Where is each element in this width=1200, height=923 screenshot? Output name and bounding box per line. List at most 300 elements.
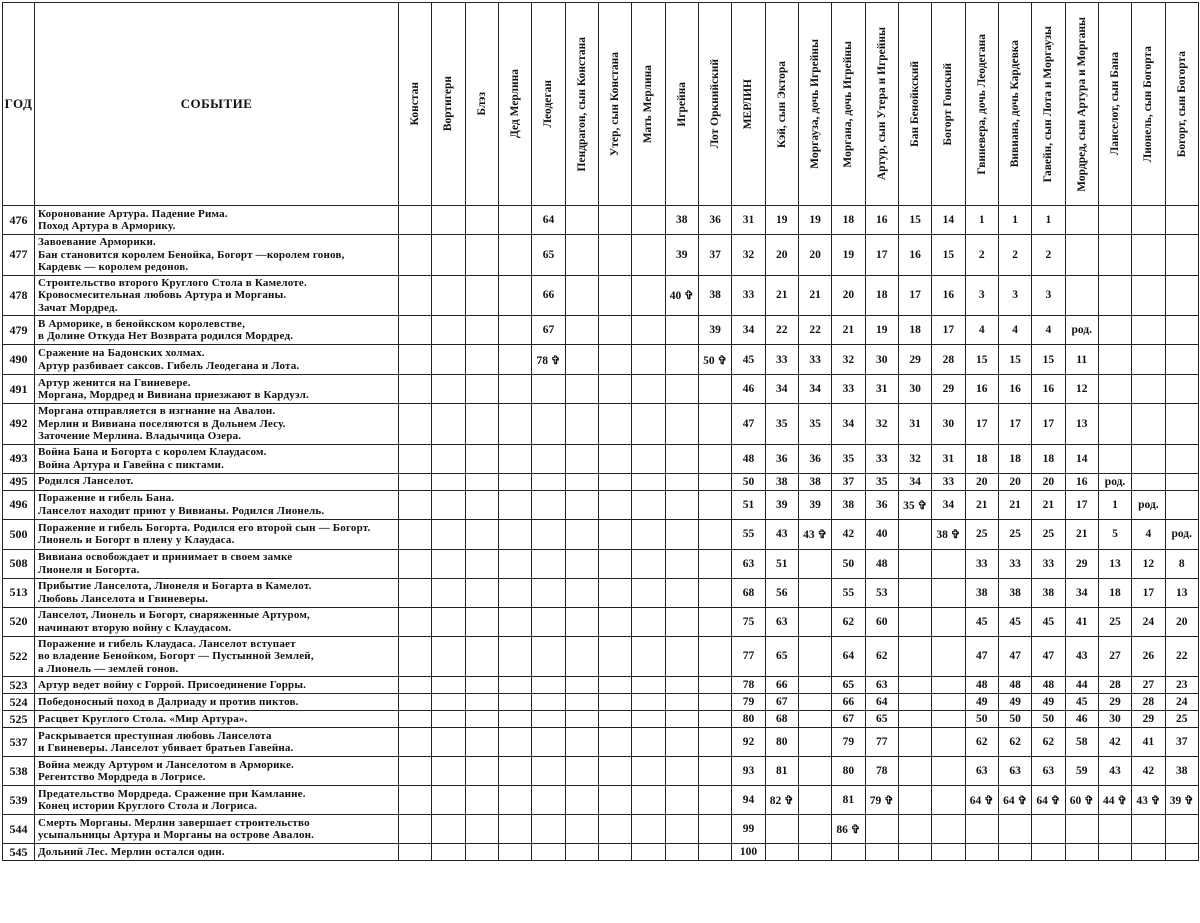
age-cell [598, 345, 631, 375]
age-cell: 35 [765, 404, 798, 445]
table-row [3, 728, 1199, 757]
age-cell: 44 ✞ [1098, 786, 1131, 815]
age-cell [565, 549, 598, 578]
age-cell: 18 [965, 444, 998, 473]
age-cell: 4 [965, 316, 998, 345]
age-cell [932, 607, 965, 636]
age-cell: 38 [1032, 578, 1065, 607]
age-cell: 65 [765, 636, 798, 677]
age-cell [932, 786, 965, 815]
age-cell: 35 [832, 444, 865, 473]
table-row [3, 694, 1199, 711]
age-cell: 38 [998, 578, 1031, 607]
age-cell [432, 694, 465, 711]
age-cell [598, 444, 631, 473]
age-cell [565, 728, 598, 757]
age-cell: 18 [832, 206, 865, 235]
age-cell [598, 473, 631, 490]
age-cell [932, 578, 965, 607]
age-cell: 19 [798, 206, 831, 235]
age-cell [498, 844, 531, 861]
age-cell [598, 275, 631, 316]
age-cell: 66 [532, 275, 565, 316]
age-cell: 1 [965, 206, 998, 235]
age-cell: 15 [965, 345, 998, 375]
age-cell: 17 [1065, 490, 1098, 519]
age-cell: 63 [732, 549, 765, 578]
age-cell: 21 [1032, 490, 1065, 519]
age-cell [665, 677, 698, 694]
age-cell [565, 345, 598, 375]
age-cell [532, 607, 565, 636]
age-cell [1098, 444, 1131, 473]
age-cell: 64 ✞ [965, 786, 998, 815]
year-cell: 520 [3, 607, 35, 636]
age-cell: 67 [532, 316, 565, 345]
age-cell: 42 [1132, 757, 1165, 786]
character-name: Ланселот, сын Бана [1109, 52, 1122, 156]
age-cell [665, 345, 698, 375]
age-cell: 79 ✞ [865, 786, 898, 815]
age-cell [1165, 275, 1198, 316]
age-cell [399, 473, 432, 490]
age-cell: 16 [865, 206, 898, 235]
age-cell [665, 711, 698, 728]
age-cell: 37 [698, 235, 731, 276]
event-line: Предательство Мордреда. Сражение при Камланне. [38, 787, 306, 800]
age-cell: 20 [998, 473, 1031, 490]
event-line: В Арморике, в бенойкском королевстве, [38, 317, 246, 330]
age-cell [898, 711, 931, 728]
age-cell: 78 ✞ [532, 345, 565, 375]
age-cell [798, 786, 831, 815]
event-line: Война Бана и Богорта с королем Клаудасом. [38, 446, 267, 458]
event-line: Артур ведет войну с Горрой. Присоединение Горры. [38, 678, 307, 691]
age-cell: 4 [998, 316, 1031, 345]
age-cell [1098, 206, 1131, 235]
age-cell [399, 578, 432, 607]
age-cell: 31 [898, 404, 931, 445]
age-cell: 2 [1032, 235, 1065, 276]
age-cell [632, 316, 665, 345]
event-line: Зачат Мордред. [38, 301, 118, 314]
age-cell: 17 [1032, 404, 1065, 445]
age-cell [498, 490, 531, 519]
age-cell [498, 345, 531, 375]
table-row [3, 206, 1199, 235]
age-cell: 20 [1032, 473, 1065, 490]
age-cell [399, 375, 432, 404]
age-cell: 1 [998, 206, 1031, 235]
age-cell [465, 711, 498, 728]
age-cell: 18 [1032, 444, 1065, 473]
age-cell [932, 636, 965, 677]
character-column-header [865, 3, 898, 206]
age-cell [432, 235, 465, 276]
age-cell [399, 345, 432, 375]
year-cell: 537 [3, 728, 35, 757]
age-cell [598, 844, 631, 861]
age-cell: 20 [798, 235, 831, 276]
age-cell [1132, 844, 1165, 861]
age-cell [632, 844, 665, 861]
character-column-header [1098, 3, 1131, 206]
character-name: Игрейна [675, 81, 688, 127]
age-cell [632, 728, 665, 757]
age-cell [1098, 844, 1131, 861]
age-cell [532, 728, 565, 757]
character-name: Мордред, сын Артура и Морганы [1075, 16, 1088, 192]
age-cell: род. [1098, 473, 1131, 490]
age-cell [465, 375, 498, 404]
age-cell: 33 [798, 345, 831, 375]
age-cell: 18 [998, 444, 1031, 473]
age-cell: 51 [765, 549, 798, 578]
age-cell [465, 345, 498, 375]
age-cell: 18 [865, 275, 898, 316]
age-cell [1165, 473, 1198, 490]
event-cell [35, 235, 399, 276]
age-cell: 36 [765, 444, 798, 473]
age-cell [498, 711, 531, 728]
age-cell: 65 [865, 711, 898, 728]
character-column-header [998, 3, 1031, 206]
age-cell: 36 [698, 206, 731, 235]
age-cell: 16 [1065, 473, 1098, 490]
age-cell: 48 [865, 549, 898, 578]
age-cell: 63 [1032, 757, 1065, 786]
age-cell [399, 677, 432, 694]
age-cell: 66 [765, 677, 798, 694]
year-cell: 525 [3, 711, 35, 728]
age-cell [399, 404, 432, 445]
age-cell: 16 [998, 375, 1031, 404]
age-cell: 81 [832, 786, 865, 815]
age-cell [665, 549, 698, 578]
age-cell: 62 [865, 636, 898, 677]
age-cell: 32 [898, 444, 931, 473]
age-cell [1098, 275, 1131, 316]
event-cell [35, 728, 399, 757]
age-cell [399, 235, 432, 276]
age-cell [498, 444, 531, 473]
age-cell [1165, 444, 1198, 473]
age-cell [898, 636, 931, 677]
age-cell [665, 316, 698, 345]
table-row [3, 677, 1199, 694]
age-cell: 15 [1032, 345, 1065, 375]
event-line: Ланселот находит приют у Вивианы. Родился Лионель. [38, 504, 325, 517]
event-line: Лионель и Богорт в плену у Клаудаса. [38, 534, 235, 546]
age-cell [432, 404, 465, 445]
age-cell [665, 444, 698, 473]
age-cell: 48 [965, 677, 998, 694]
age-cell [665, 786, 698, 815]
age-cell: 5 [1098, 519, 1131, 549]
age-cell [865, 815, 898, 844]
age-cell: 47 [1032, 636, 1065, 677]
age-cell: 67 [832, 711, 865, 728]
age-cell [898, 844, 931, 861]
age-cell [665, 578, 698, 607]
age-cell: 39 [665, 235, 698, 276]
age-cell: 4 [1132, 519, 1165, 549]
age-cell: 78 [865, 757, 898, 786]
event-line: Ланселот, Лионель и Богорт, снаряженные Артуром, [38, 609, 310, 621]
age-cell [532, 519, 565, 549]
age-cell [465, 549, 498, 578]
age-cell [1132, 345, 1165, 375]
character-column-header [732, 3, 765, 206]
age-cell [498, 677, 531, 694]
age-cell: 66 [832, 694, 865, 711]
event-cell [35, 275, 399, 316]
age-cell: 21 [965, 490, 998, 519]
age-cell: 12 [1132, 549, 1165, 578]
age-cell: 53 [865, 578, 898, 607]
age-cell [565, 786, 598, 815]
age-cell [532, 404, 565, 445]
year-cell: 477 [3, 235, 35, 276]
age-cell: 38 ✞ [932, 519, 965, 549]
age-cell [498, 519, 531, 549]
age-cell: 21 [798, 275, 831, 316]
age-cell [632, 694, 665, 711]
age-cell [665, 375, 698, 404]
age-cell [898, 549, 931, 578]
age-cell [1032, 844, 1065, 861]
age-cell [565, 404, 598, 445]
event-line: Лионеля и Богорта. [38, 563, 140, 576]
age-cell: 48 [1032, 677, 1065, 694]
age-cell [565, 490, 598, 519]
table-row [3, 235, 1199, 276]
age-cell: 47 [965, 636, 998, 677]
age-cell [1165, 316, 1198, 345]
age-cell [399, 728, 432, 757]
table-row [3, 444, 1199, 473]
character-column-header [498, 3, 531, 206]
event-cell [35, 844, 399, 861]
age-cell: 45 [965, 607, 998, 636]
age-cell: 29 [1132, 711, 1165, 728]
age-cell: 38 [1165, 757, 1198, 786]
age-cell [598, 404, 631, 445]
age-cell [698, 786, 731, 815]
age-cell [565, 235, 598, 276]
age-cell [1165, 815, 1198, 844]
age-cell [432, 473, 465, 490]
event-cell [35, 607, 399, 636]
age-cell [532, 786, 565, 815]
age-cell: 25 [998, 519, 1031, 549]
age-cell [565, 711, 598, 728]
age-cell: род. [1165, 519, 1198, 549]
character-column-header [1165, 3, 1198, 206]
age-cell: 33 [965, 549, 998, 578]
age-cell [432, 636, 465, 677]
age-cell [632, 235, 665, 276]
age-cell [665, 607, 698, 636]
age-cell: 64 ✞ [998, 786, 1031, 815]
age-cell [932, 711, 965, 728]
age-cell: 39 ✞ [1165, 786, 1198, 815]
age-cell [565, 844, 598, 861]
age-cell: 49 [1032, 694, 1065, 711]
age-cell: 23 [1165, 677, 1198, 694]
age-cell [632, 786, 665, 815]
event-line: Война между Артуром и Ланселотом в Арморике. [38, 758, 294, 771]
age-cell [432, 345, 465, 375]
age-cell [498, 473, 531, 490]
age-cell [865, 844, 898, 861]
table-row [3, 375, 1199, 404]
age-cell: 18 [898, 316, 931, 345]
age-cell [498, 206, 531, 235]
age-cell [698, 404, 731, 445]
age-cell: 34 [765, 375, 798, 404]
age-cell [898, 757, 931, 786]
event-line: Моргана отправляется в изгнание на Авалон. [38, 405, 276, 417]
age-cell [598, 235, 631, 276]
age-cell: 33 [932, 473, 965, 490]
chronology-table [2, 2, 1199, 861]
event-line: Регентство Мордреда в Логрисе. [38, 771, 206, 783]
age-cell: 37 [832, 473, 865, 490]
age-cell [798, 844, 831, 861]
character-name: Вивиана, дочь Кардевка [1009, 40, 1022, 168]
age-cell: 35 [865, 473, 898, 490]
age-cell [532, 549, 565, 578]
age-cell: 3 [998, 275, 1031, 316]
character-column-header [765, 3, 798, 206]
age-cell [632, 519, 665, 549]
age-cell [1132, 235, 1165, 276]
age-cell [698, 519, 731, 549]
age-cell: 39 [698, 316, 731, 345]
age-cell: 20 [765, 235, 798, 276]
age-cell: 58 [1065, 728, 1098, 757]
age-cell: 21 [1065, 519, 1098, 549]
age-cell: 34 [898, 473, 931, 490]
event-cell [35, 694, 399, 711]
event-line: Раскрывается преступная любовь Ланселота [38, 729, 272, 742]
age-cell: 38 [765, 473, 798, 490]
character-name: Блэз [475, 92, 488, 116]
age-cell: 43 ✞ [798, 519, 831, 549]
age-cell: 16 [965, 375, 998, 404]
age-cell: 13 [1165, 578, 1198, 607]
event-cell [35, 473, 399, 490]
age-cell [465, 235, 498, 276]
age-cell [598, 316, 631, 345]
event-line: Война Артура и Гавейна с пиктами. [38, 458, 225, 471]
age-cell [399, 636, 432, 677]
event-line: а Лионель — землей гонов. [38, 662, 179, 675]
age-cell: 31 [932, 444, 965, 473]
age-cell [465, 206, 498, 235]
age-cell: 35 ✞ [898, 490, 931, 519]
age-cell: 50 [1032, 711, 1065, 728]
age-cell: 39 [765, 490, 798, 519]
character-column-header [965, 3, 998, 206]
age-cell: 49 [998, 694, 1031, 711]
age-cell [498, 694, 531, 711]
age-cell: 64 [532, 206, 565, 235]
age-cell: 34 [1065, 578, 1098, 607]
age-cell [698, 636, 731, 677]
age-cell: 22 [1165, 636, 1198, 677]
age-cell [965, 815, 998, 844]
age-cell [565, 636, 598, 677]
age-cell: 47 [732, 404, 765, 445]
age-cell [399, 786, 432, 815]
age-cell: 60 [865, 607, 898, 636]
age-cell [598, 677, 631, 694]
age-cell [1098, 815, 1131, 844]
age-cell [632, 375, 665, 404]
age-cell [765, 844, 798, 861]
year-cell: 538 [3, 757, 35, 786]
table-row [3, 815, 1199, 844]
age-cell: 16 [1032, 375, 1065, 404]
age-cell [632, 757, 665, 786]
year-cell: 496 [3, 490, 35, 519]
age-cell: 48 [998, 677, 1031, 694]
age-cell [399, 607, 432, 636]
age-cell [565, 607, 598, 636]
age-cell [632, 815, 665, 844]
age-cell [565, 677, 598, 694]
event-line: Родился Ланселот. [38, 475, 134, 488]
age-cell [532, 711, 565, 728]
age-cell [498, 757, 531, 786]
age-cell: 30 [865, 345, 898, 375]
age-cell: 26 [1132, 636, 1165, 677]
age-cell [932, 844, 965, 861]
character-column-header [898, 3, 931, 206]
age-cell [598, 728, 631, 757]
age-cell [465, 844, 498, 861]
age-cell: 20 [832, 275, 865, 316]
age-cell [698, 444, 731, 473]
age-cell [932, 757, 965, 786]
age-cell: 29 [1065, 549, 1098, 578]
age-cell [932, 677, 965, 694]
age-cell [798, 636, 831, 677]
age-cell: 41 [1065, 607, 1098, 636]
age-cell [1065, 235, 1098, 276]
event-column-header: СОБЫТИЕ [35, 3, 399, 206]
age-cell [632, 473, 665, 490]
event-line: Кровосмесительная любовь Артура и Морганы. [38, 289, 287, 301]
age-cell [1032, 815, 1065, 844]
age-cell [498, 235, 531, 276]
character-name: Утер, сын Констана [609, 51, 622, 157]
age-cell: 17 [865, 235, 898, 276]
age-cell [399, 844, 432, 861]
age-cell: 30 [932, 404, 965, 445]
character-name: Богорт, сын Богорта [1175, 50, 1188, 158]
age-cell: 34 [832, 404, 865, 445]
age-cell [1098, 404, 1131, 445]
age-cell: 19 [832, 235, 865, 276]
age-cell: 29 [1098, 694, 1131, 711]
character-column-header [798, 3, 831, 206]
character-column-header [399, 3, 432, 206]
age-cell [698, 844, 731, 861]
age-cell: 33 [765, 345, 798, 375]
